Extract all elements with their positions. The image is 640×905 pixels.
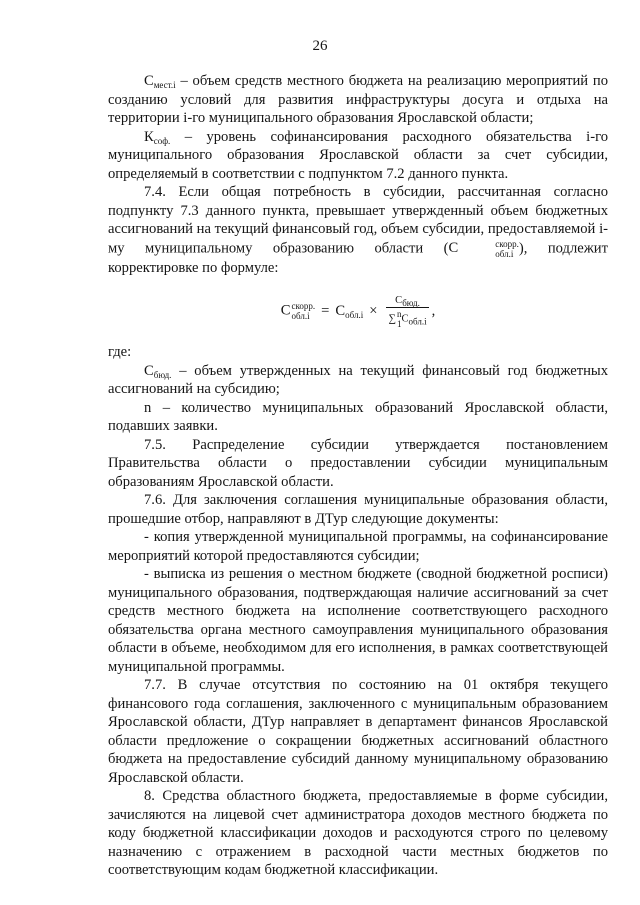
formula-trailing-comma: , [431,302,436,319]
definition-text: – объем средств местного бюджета на реализацию мероприятий по созданию условий для развития инфраструктуры досуга и отдыха на территории i-го муниципального образования Ярославской области; [108,73,608,126]
equals-sign: = [321,302,330,319]
fraction-denominator [386,307,428,329]
symbol-indices [291,301,315,321]
symbol-subscript: бюд. [402,297,420,308]
formula-term [335,302,363,321]
symbol-subscript: обл.i [495,248,514,259]
fraction-numerator [393,294,422,307]
symbol-c-budget [144,363,171,379]
symbol-letter: С [144,73,154,89]
symbol-subscript: мест.i [153,80,176,90]
symbol-subscript: обл.i [408,315,427,326]
symbol-subscript: соф. [153,135,171,146]
clause-7-7: 7.7. В случае отсутствия по состоянию на 01 октября текущего финансового года соглашения, заключенного с муниципальным образованием Ярославской области, ДТур направляет в департамент финансов Ярославской области предложение о сокращении бюджетных ассигнований областного бюджета на предоставление субсидий данному муниципальному образованию Ярославской области. [108,677,608,786]
clause-7-5: 7.5. Распределение субсидии утверждается постановлением Правительства области о предоставлении субсидии муниципальным образованиям Ярославской области. [108,436,608,490]
symbol-k-cofin [144,129,170,145]
clause-7-4 [108,183,608,277]
sum-upper-limit: n [396,308,402,319]
sum-lower-limit: 1 [396,318,402,329]
page-number: 26 [312,38,328,54]
definition-local-budget [108,72,608,128]
symbol-indices [459,239,519,259]
symbol-letter: С [395,294,403,306]
symbol-letter: С [401,312,409,324]
clause-text: 7.4. Если общая потребность в субсидии, рассчитанная согласно подпункту 7.3 данного пункта, превышает утвержденный объем бюджетных ассигнований на текущий финансовый год, объем субсидии, предоставляемой i-му муниципальному образованию области ( [108,184,608,256]
definition-budget-allocations [108,362,608,399]
symbol-superscript: скорр. [495,238,519,249]
symbol-subscript: бюд. [153,369,172,380]
where-label: где: [108,344,132,360]
definition-text: – уровень софинансирования расходного обязательства i-го муниципального образования Ярославской области за счет субсидии, определяемый в соответствии с подпунктом 7.2 данного пункта. [108,128,608,182]
symbol-letter: С [144,362,154,379]
symbol-c-local [144,73,176,89]
clause-text: ), подлежит корректировке по формуле: [108,239,608,276]
definition-n: n – количество муниципальных образований Ярославской области, подавших заявки. [108,399,608,434]
multiply-sign: × [369,302,378,319]
formula-fraction [386,294,428,329]
clause-8: 8. Средства областного бюджета, предоставляемые в форме субсидии, зачисляются на лицевой счет администратора доходов местного бюджета по коду бюджетной классификации доходов и расходуются строго по целевому назначению с отражением в расходной части местных бюджетов по соответствующим кодам бюджетной классификации. [108,788,608,878]
definition-cofinancing-level [108,128,608,184]
symbol-letter: С [280,302,291,319]
symbol-letter: С [448,239,459,256]
correction-formula [108,280,608,342]
sum-sign: ∑ [388,312,396,324]
document-body [108,72,608,880]
symbol-c-corrected [448,238,519,259]
symbol-letter: С [335,302,346,319]
formula-lhs [281,301,315,321]
symbol-letter: К [144,128,154,145]
definition-text: – объем утвержденных на текущий финансовый год бюджетных ассигнований на субсидию; [108,362,608,397]
list-item-program-copy: - копия утвержденной муниципальной программы, на софинансирование мероприятий которой предоставляются субсидии; [108,529,608,564]
list-item-budget-extract: - выписка из решения о местном бюджете (сводной бюджетной росписи) муниципального образования, подтверждающая наличие ассигнований за счет средств местного бюджета на исполнение соответствующего расходного обязательства органа местного самоуправления муниципального образования области в объеме, необходимом для его исполнения, в рамках соответствующей муниципальной программы. [108,566,608,675]
symbol-subscript: обл.i [345,309,364,320]
symbol-subscript: обл.i [291,311,310,321]
symbol-superscript: скорр. [291,301,316,311]
clause-7-6: 7.6. Для заключения соглашения муниципальные образования области, прошедшие отбор, направляют в ДТур следующие документы: [108,492,608,527]
